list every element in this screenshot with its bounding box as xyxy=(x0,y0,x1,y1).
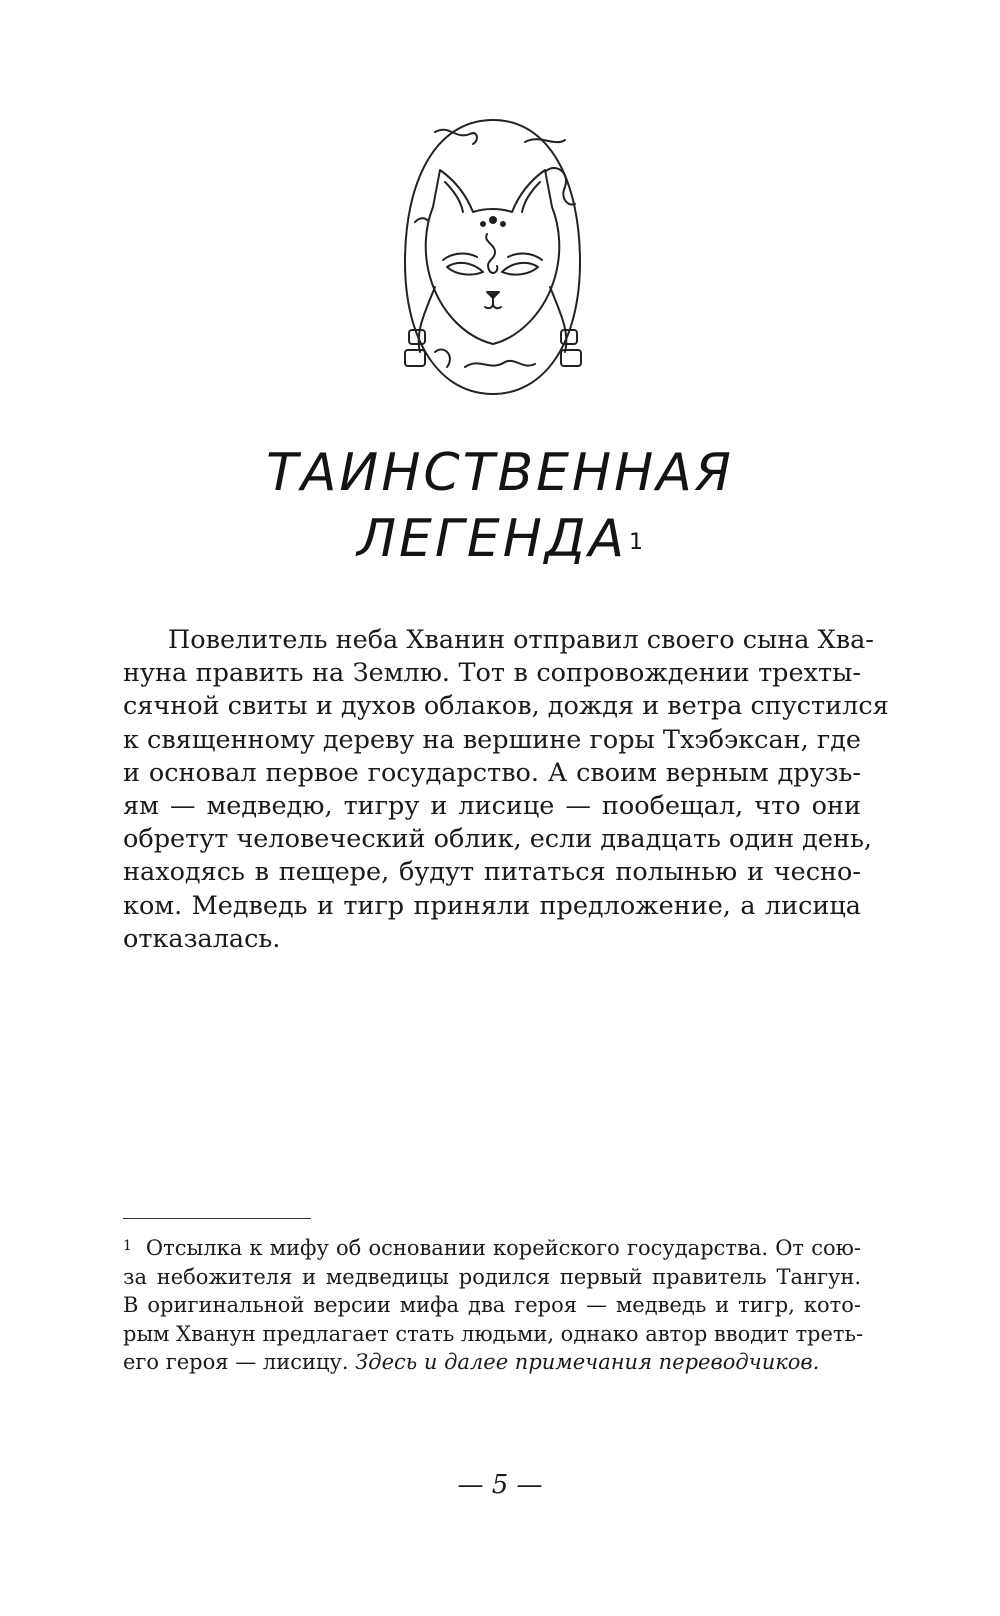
body-line: и основал первое государство. А своим верным друзь- xyxy=(123,757,861,788)
body-paragraph xyxy=(123,624,889,956)
body-line: ком. Медведь и тигр приняли предложение, а лисица xyxy=(123,890,861,921)
body-line: к священному дереву на вершине горы Тхэбэксан, где xyxy=(123,724,862,755)
chapter-title xyxy=(0,440,1000,572)
body-line: нуна править на Землю. Тот в сопровождении трехты- xyxy=(123,658,861,689)
chapter-title-line-2 xyxy=(0,506,1000,572)
page-number: — 5 — xyxy=(457,1470,543,1500)
footnote xyxy=(123,1234,864,1377)
body-line: обретут человеческий облик, если двадцать один день, xyxy=(123,824,872,855)
body-line: находясь в пещере, будут питаться полынью и чесно- xyxy=(123,857,861,888)
footnote-line xyxy=(123,1348,861,1377)
fox-mask-icon xyxy=(395,112,590,402)
footnote-text: его героя — лисицу. xyxy=(123,1350,356,1375)
chapter-title-line-1: ТАИНСТВЕННАЯ xyxy=(266,443,734,503)
footnote-line xyxy=(123,1234,861,1263)
footnote-divider xyxy=(123,1218,311,1219)
footnote-line: В оригинальной версии мифа два героя — медведь и тигр, кото- xyxy=(123,1293,861,1318)
body-line: сячной свиты и духов облаков, дождя и ветра спустился xyxy=(123,691,889,722)
footnote-line: рым Хванун предлагает стать людьми, однако автор вводит треть- xyxy=(123,1321,864,1346)
footnote-text: Отсылка к мифу об основании корейского государства. От сою- xyxy=(145,1236,861,1260)
body-line: ям — медведю, тигру и лисице — пообещал, что они xyxy=(123,791,861,822)
translator-note: Здесь и далее примечания переводчиков. xyxy=(355,1350,820,1375)
footnote-reference[interactable]: 1 xyxy=(629,530,644,555)
chapter-title-word: ЛЕГЕНДА xyxy=(356,509,628,569)
footnote-marker: 1 xyxy=(123,1238,132,1254)
body-line: отказалась. xyxy=(123,923,281,954)
body-line: Повелитель неба Хванин отправил своего сына Хва- xyxy=(168,625,874,655)
footnote-line: за небожителя и медведицы родился первый правитель Тангун. xyxy=(123,1264,861,1289)
